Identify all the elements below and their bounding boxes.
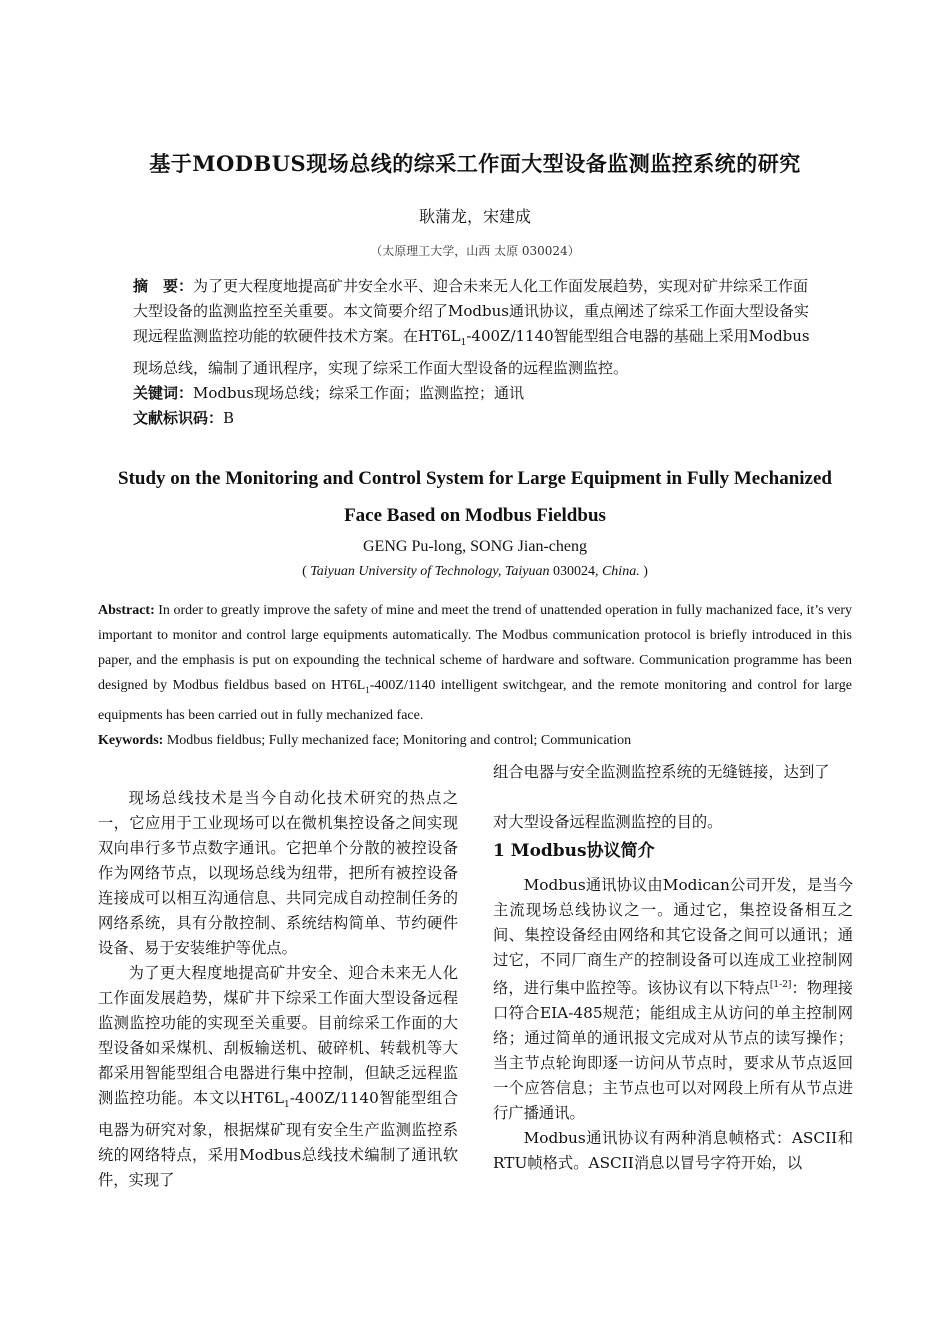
chinese-keywords	[133, 381, 821, 406]
english-abstract-text-1: In order to greatly improve the safety of mine and meet the trend of unattended operation in fully machanized face, it’s very important to monitor and control large equipments automatically. The Modbus communication protocol is briefly introduced in this paper, and the emphasis is put on expounding the technical scheme of hardware and software. Communication programme has been designed by Modbus fieldbus based on HT6L	[98, 603, 852, 693]
chinese-authors: 耿蒲龙，宋建成	[418, 207, 531, 226]
english-keywords-label: Keywords:	[98, 732, 164, 748]
chinese-keywords-label: 关键词：	[133, 384, 194, 402]
paragraph-gap	[493, 785, 853, 810]
english-keywords-text: Modbus fieldbus; Fully mechanized face; Monitoring and control; Communication	[163, 732, 632, 748]
english-affil-country: China.	[601, 564, 640, 579]
chinese-abstract-text-1: 为了更大程度地提高矿井安全水平、迎合未来无人化工作面发展趋势，实现对矿井综采工作面大型设备的监测监控至关重要。本文简要介绍了Modbus通讯协议，重点阐述了综采工作面大型设备实现远程监测监控功能的软硬件技术方案。在HT6L	[133, 277, 809, 345]
english-abstract	[98, 598, 852, 728]
body-paragraph-purpose: 对大型设备远程监测监控的目的。	[493, 813, 723, 831]
motivation-text-1: 为了更大程度地提高矿井安全、迎合未来无人化工作面发展趋势，煤矿井下综采工作面大型设备远程监测监控功能的实现至关重要。目前综采工作面的大型设备如采煤机、刮板输送机、破碎机、转载机等大都采用智能型组合电器进行集中控制，但缺乏远程监测监控功能。本文以HT6L	[98, 964, 458, 1107]
chinese-title: 基于MODBUS现场总线的综采工作面大型设备监测监控系统的研究	[149, 151, 801, 176]
english-abstract-block	[98, 598, 852, 753]
english-affiliation	[0, 564, 950, 580]
body-paragraph-motivation	[98, 961, 458, 1193]
chinese-keywords-text: Modbus现场总线；综采工作面；监测监控；通讯	[193, 384, 524, 402]
body-paragraph-modbus-intro	[493, 873, 853, 1126]
english-title: Study on the Monitoring and Control System for Large Equipment in Fully Mechanized Face Based on Modbus Fieldbus	[118, 468, 832, 526]
english-affil-institution: Taiyuan University of Technology, Taiyuan	[310, 564, 550, 579]
chinese-abstract-text-2: -400Z/1140智能型组合电器的基础上采用Modbus现场总线，编制了通讯程序，实现了综采工作面大型设备的远程监测监控。	[133, 327, 810, 377]
chinese-abstract	[133, 274, 821, 381]
english-affil-code: 030024,	[549, 564, 602, 579]
modbus-intro-text-2: ：物理接口符合EIA-485规范；能组成主从访问的单主控制网络；通过简单的通讯报文完成对从节点的读写操作；当主节点轮询即逐一访问从节点时，要求从节点返回一个应答信息；主节点也可以对网段上所有从节点进行广播通讯。	[493, 979, 853, 1123]
motivation-text-2: -400Z/1140智能型组合电器为研究对象，根据煤矿现有安全生产监测监控系统的网络特点，采用Modbus总线技术编制了通讯软件，实现了	[98, 1089, 459, 1190]
body-left-column	[98, 786, 458, 1193]
chinese-abstract-block	[133, 274, 821, 431]
english-abstract-label: Abstract:	[98, 603, 155, 618]
body-paragraph-intro: 现场总线技术是当今自动化技术研究的热点之一，它应用于工业现场可以在微机集控设备之间实现双向串行多节点数字通讯。它把单个分散的被控设备作为网络节点，以现场总线为纽带，把所有被控设备连接成可以相互沟通信息、共同完成自动控制任务的网络系统，具有分散控制、系统结构简单、节约硬件设备、易于安装维护等优点。	[98, 789, 458, 957]
chinese-doc-code	[133, 406, 821, 431]
english-keywords	[98, 728, 852, 753]
english-abstract-text-2: -400Z/1140 intelligent switchgear, and the remote monitoring and control for large equipments has been carried out in fully mechanized face.	[98, 678, 852, 723]
chinese-abstract-label: 摘 要：	[133, 277, 194, 295]
chinese-affiliation: （太原理工大学，山西 太原 030024）	[370, 244, 580, 258]
chinese-doc-code-label: 文献标识码：	[133, 409, 224, 427]
english-authors: GENG Pu-long, SONG Jian-cheng	[363, 538, 587, 555]
body-right-column	[493, 760, 853, 1176]
motivation-subscript: 1	[284, 1100, 290, 1111]
english-affil-open: (	[302, 564, 311, 579]
chinese-abstract-subscript: 1	[460, 338, 467, 348]
chinese-doc-code-value: B	[223, 409, 235, 427]
modbus-intro-text-1: Modbus通讯协议由Modican公司开发，是当今主流现场总线协议之一。通过它，集控设备相互之间、集控设备经由网络和其它设备之间可以通讯；通过它，不同厂商生产的控制设备可以连成工业控制网络，进行集中监控等。该协议有以下特点	[493, 876, 853, 998]
english-abstract-subscript: 1	[365, 684, 370, 695]
body-paragraph-continued: 组合电器与安全监测监控系统的无缝链接，达到了	[493, 763, 830, 781]
body-paragraph-frame-format: Modbus通讯协议有两种消息帧格式：ASCII和RTU帧格式。ASCII消息以冒号字符开始，以	[493, 1129, 853, 1173]
english-affil-close: )	[639, 564, 648, 579]
section-heading-modbus: 1 Modbus协议简介	[493, 841, 655, 861]
citation-ref: [1-2]	[769, 980, 792, 990]
